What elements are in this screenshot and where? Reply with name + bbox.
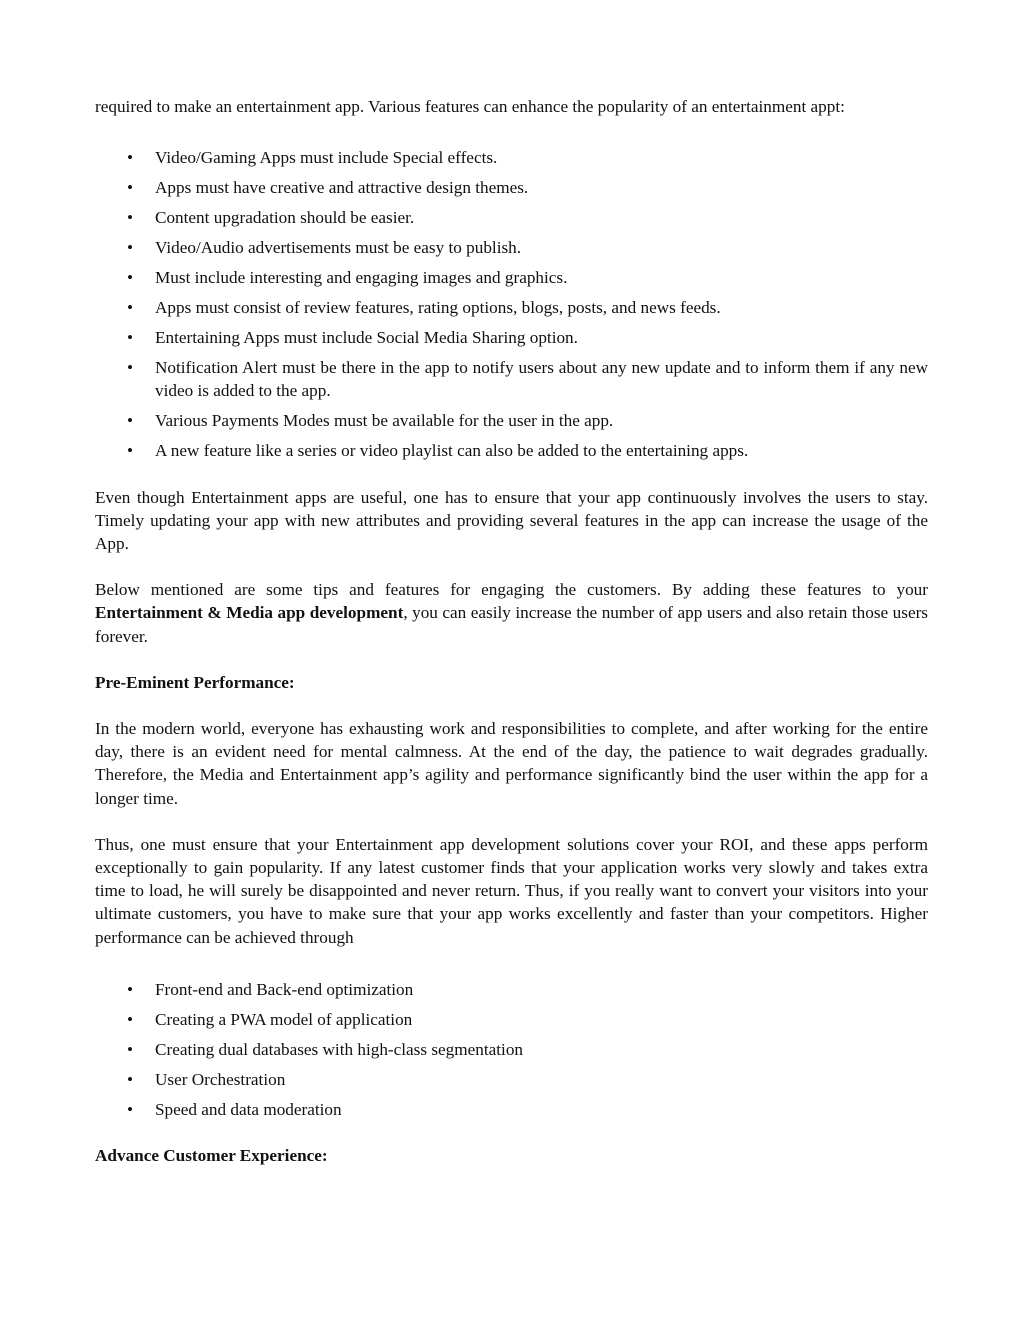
list-item — [95, 439, 928, 462]
list-item — [95, 176, 928, 199]
list-item — [95, 266, 928, 289]
list-item-text: Video/Gaming Apps must include Special effects. — [155, 148, 498, 168]
list-item — [95, 296, 928, 319]
bullet-icon: • — [127, 441, 134, 461]
bullet-icon: • — [127, 1099, 134, 1119]
list-item-text: User Orchestration — [155, 1069, 286, 1089]
list-item-text: A new feature like a series or video playlist can also be added to the entertaining apps. — [155, 441, 749, 461]
list-item — [95, 146, 928, 169]
list-item — [95, 1068, 928, 1091]
modern-world-paragraph: In the modern world, everyone has exhausting work and responsibilities to complete, and after working for the entire day, there is an evident need for mental calmness. At the end of the day, the patience to wait degrades gradually. Therefore, the Media and Entertainment app’s agility and performance significantly bind the user within the app for a longer time. — [95, 719, 928, 808]
bullet-icon: • — [127, 178, 134, 198]
list-item-text: Must include interesting and engaging images and graphics. — [155, 268, 568, 288]
bullet-icon: • — [127, 411, 134, 431]
bullet-icon: • — [127, 1009, 134, 1029]
list-item — [95, 409, 928, 432]
list-item — [95, 1038, 928, 1061]
intro-paragraph: required to make an entertainment app. Various features can enhance the popularity of an entertainment appt: — [95, 97, 845, 116]
list-item — [95, 326, 928, 349]
list-item-text: Content upgradation should be easier. — [155, 208, 415, 228]
bullet-icon: • — [127, 328, 134, 348]
features-list — [95, 146, 928, 462]
tips-paragraph — [95, 578, 928, 648]
document-page — [95, 95, 928, 1190]
list-item-text: Apps must have creative and attractive design themes. — [155, 178, 529, 198]
tips-text-before: Below mentioned are some tips and features for engaging the customers. By adding these features to your — [95, 580, 928, 600]
bullet-icon: • — [127, 238, 134, 258]
list-item — [95, 236, 928, 259]
bullet-icon: • — [127, 1039, 134, 1059]
list-item-text: Various Payments Modes must be available for the user in the app. — [155, 411, 614, 431]
list-item — [95, 206, 928, 229]
heading-performance: Pre-Eminent Performance: — [95, 672, 295, 692]
list-item-text: Front-end and Back-end optimization — [155, 979, 414, 999]
bullet-icon: • — [127, 148, 134, 168]
list-item-text: Notification Alert must be there in the app to notify users about any new update and to inform them if any new video is added to the app. — [155, 358, 928, 401]
roi-paragraph: Thus, one must ensure that your Entertainment app development solutions cover your ROI, and these apps perform exceptionally to gain popularity. If any latest customer finds that your application works very slowly and takes extra time to load, he will surely be disappointed and never return. Thus, if you really want to convert your visitors into your ultimate customers, you have to make sure that your app works excellently and faster than your competitors. Higher performance can be achieved through — [95, 834, 928, 947]
list-item-text: Creating dual databases with high-class segmentation — [155, 1039, 524, 1059]
heading-experience: Advance Customer Experience: — [95, 1146, 328, 1166]
list-item-text: Apps must consist of review features, rating options, blogs, posts, and news feeds. — [155, 298, 721, 318]
list-item — [95, 356, 928, 402]
list-item-text: Video/Audio advertisements must be easy to publish. — [155, 238, 522, 258]
list-item-text: Entertaining Apps must include Social Media Sharing option. — [155, 328, 578, 348]
list-item — [95, 1008, 928, 1031]
bullet-icon: • — [127, 979, 134, 999]
list-item-text: Speed and data moderation — [155, 1099, 342, 1119]
performance-list — [95, 978, 928, 1121]
usefulness-paragraph: Even though Entertainment apps are useful, one has to ensure that your app continuously involves the users to stay. Timely updating your app with new attributes and providing several features in the app can increase the usage of the App. — [95, 487, 928, 554]
list-item-text: Creating a PWA model of application — [155, 1009, 413, 1029]
bullet-icon: • — [127, 208, 134, 228]
tips-text-after: , you can easily increase the number of app users and also retain those users forever. — [95, 603, 928, 646]
bullet-icon: • — [127, 358, 134, 378]
bullet-icon: • — [127, 1069, 134, 1089]
bullet-icon: • — [127, 268, 134, 288]
list-item — [95, 978, 928, 1001]
bullet-icon: • — [127, 298, 134, 318]
tips-bold-link-text: Entertainment & Media app development — [95, 603, 404, 623]
list-item — [95, 1098, 928, 1121]
